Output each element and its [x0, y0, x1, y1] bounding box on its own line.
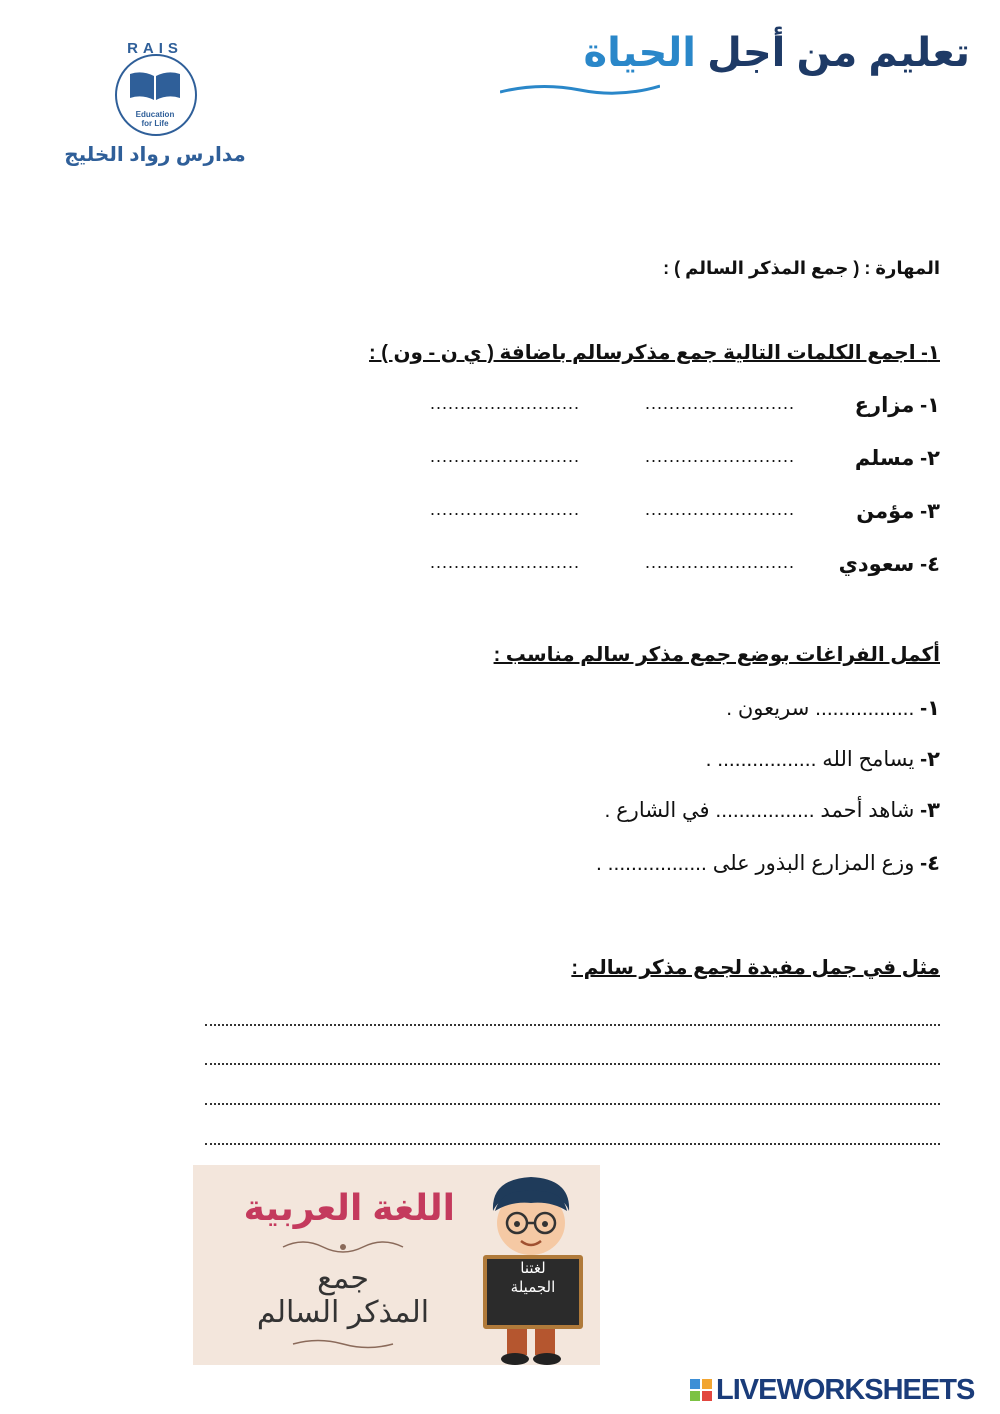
ornament-icon: [278, 1237, 408, 1257]
writing-line[interactable]: [205, 1024, 940, 1026]
writing-line[interactable]: [205, 1103, 940, 1105]
logo-tagline: [60, 110, 250, 128]
ornament-icon: [288, 1337, 398, 1351]
liveworksheets-logo[interactable]: [690, 1374, 990, 1408]
fill-sentence[interactable]: [726, 696, 940, 721]
item-number: ٢-: [920, 748, 940, 771]
item-number: ٤-: [920, 852, 940, 875]
writing-line[interactable]: [205, 1143, 940, 1145]
answer-blank[interactable]: .........................: [644, 552, 795, 572]
sentence-text: وزع المزارع البذور على ................. .: [596, 852, 921, 875]
liveworksheets-grid-icon: [690, 1379, 712, 1401]
board-line-2: الجميلة: [510, 1279, 556, 1296]
school-name: مدارس رواد الخليج: [64, 144, 246, 166]
writing-line[interactable]: [205, 1063, 940, 1065]
section1-heading: ١- اجمع الكلمات التالية جمع مذكرسالم باضافة ( ي ن - ون ) :: [369, 342, 940, 364]
sentence-text: يسامح الله ................. .: [705, 748, 921, 771]
logo-acronym: RAIS: [127, 40, 183, 57]
word-label: ٢- مسلم: [854, 447, 940, 470]
answer-blank[interactable]: .........................: [429, 393, 580, 413]
word-row: [400, 393, 940, 423]
word-row: [400, 552, 940, 582]
word-row: [400, 499, 940, 529]
wave-underline-icon: [500, 80, 660, 100]
poster-subtitle-2: المذكر السالم: [256, 1296, 430, 1329]
answer-blank[interactable]: .........................: [429, 446, 580, 466]
poster-subtitle-1: جمع: [317, 1262, 369, 1295]
answer-blank[interactable]: .........................: [644, 393, 795, 413]
section2-heading: أكمل الفراغات بوضع جمع مذكر سالم مناسب :: [493, 644, 940, 666]
slogan-text: [500, 30, 970, 76]
item-number: ١-: [920, 697, 940, 720]
slogan-accent: الحياة: [583, 31, 697, 75]
word-label: ٤- سعودي: [838, 553, 940, 576]
item-number: ٣-: [920, 799, 940, 822]
answer-blank[interactable]: .........................: [644, 446, 795, 466]
sentence-text: ................. سريعون .: [726, 697, 921, 720]
answer-blank[interactable]: .........................: [644, 499, 795, 519]
liveworksheets-text: LIVEWORKSHEETS: [716, 1374, 975, 1406]
fill-sentence[interactable]: [706, 747, 940, 772]
fill-sentence[interactable]: [604, 798, 940, 823]
word-label: ١- مزارع: [854, 394, 940, 417]
skill-title: المهارة : ( جمع المذكر السالم ) :: [663, 258, 940, 278]
section3-heading: مثل في جمل مفيدة لجمع مذكر سالم :: [571, 957, 940, 979]
slogan: [500, 30, 970, 100]
answer-blank[interactable]: .........................: [429, 499, 580, 519]
logo-tagline-line-2: for Life: [141, 119, 169, 128]
logo-tagline-line-1: Education: [135, 110, 175, 119]
slogan-main: تعليم من أجل: [707, 31, 970, 75]
word-label: ٣- مؤمن: [856, 500, 940, 523]
book-icon: [128, 70, 182, 102]
chalkboard-sign: [483, 1255, 583, 1329]
word-row: [400, 446, 940, 476]
lesson-poster: [193, 1165, 600, 1365]
sentence-text: شاهد أحمد ................. في الشارع .: [604, 799, 921, 822]
answer-blank[interactable]: .........................: [429, 552, 580, 572]
board-line-1: لغتنا: [520, 1260, 546, 1277]
school-logo: [60, 38, 260, 178]
poster-title: اللغة العربية: [243, 1187, 455, 1228]
fill-sentence[interactable]: [596, 851, 940, 876]
